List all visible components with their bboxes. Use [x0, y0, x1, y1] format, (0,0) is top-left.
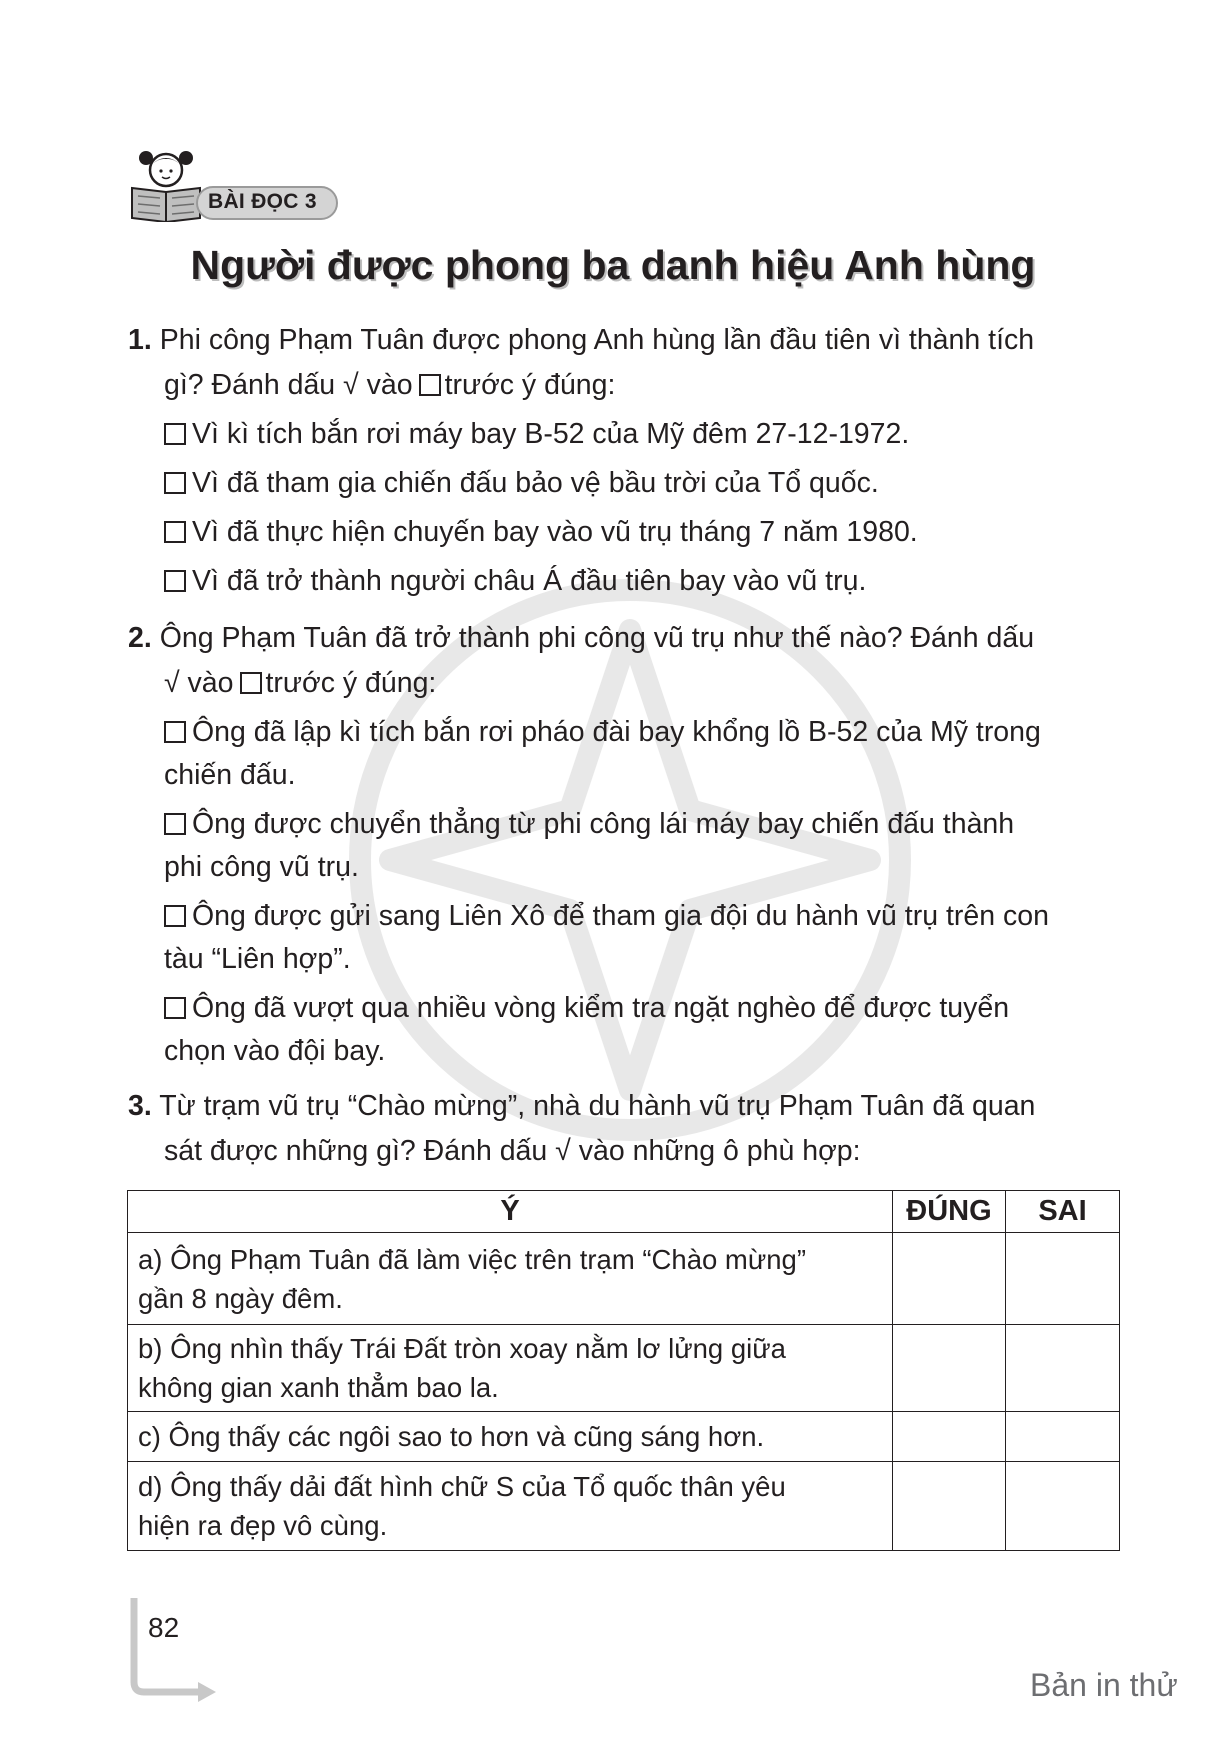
- statement-cell: [128, 1462, 893, 1551]
- q1-option-label: Vì đã thực hiện chuyến bay vào vũ trụ tháng 7 năm 1980.: [192, 516, 918, 548]
- q1-option[interactable]: [164, 412, 1119, 457]
- q2-option[interactable]: [164, 802, 1119, 890]
- q1-option[interactable]: [164, 510, 1119, 555]
- false-answer-cell[interactable]: [1006, 1462, 1120, 1551]
- q1-option-label: Vì kì tích bắn rơi máy bay B-52 của Mỹ đêm 27-12-1972.: [192, 418, 910, 450]
- statement-text: a) Ông Phạm Tuân đã làm việc trên trạm “Chào mừng”: [138, 1243, 806, 1275]
- table-row: [128, 1325, 1120, 1412]
- q2-option-checkbox[interactable]: [164, 997, 186, 1019]
- statement-text: d) Ông thấy dải đất hình chữ S của Tổ quốc thân yêu: [138, 1471, 786, 1502]
- q2-text: Ông Phạm Tuân đã trở thành phi công vũ trụ như thế nào? Đánh dấu: [159, 622, 1035, 654]
- q2-option-label-cont: chiến đấu.: [164, 759, 296, 791]
- q2-option[interactable]: [164, 710, 1119, 798]
- statement-cell: [128, 1325, 893, 1412]
- true-answer-cell[interactable]: [893, 1412, 1006, 1462]
- statement-text-cont: không gian xanh thẳm bao la.: [138, 1372, 499, 1403]
- q3-number: 3.: [128, 1090, 152, 1122]
- answer-table: [127, 1190, 1120, 1551]
- q2-prompt-line1: [128, 616, 1118, 661]
- q2-option-label: Ông được chuyển thẳng từ phi công lái máy bay chiến đấu thành: [192, 808, 1015, 840]
- q2-option-checkbox[interactable]: [164, 813, 186, 835]
- q3-prompt-line2: sát được những gì? Đánh dấu √ vào những ô phù hợp:: [164, 1135, 861, 1167]
- page-title: Người được phong ba danh hiệu Anh hùng: [190, 242, 1036, 288]
- table-header-row: [128, 1191, 1120, 1233]
- q2-option-label-cont: tàu “Liên hợp”.: [164, 943, 351, 975]
- q2-option-checkbox[interactable]: [164, 905, 186, 927]
- q2-number: 2.: [128, 622, 152, 654]
- false-answer-cell[interactable]: [1006, 1325, 1120, 1412]
- checkbox-icon: [240, 672, 262, 694]
- q1-text: Phi công Phạm Tuân được phong Anh hùng lần đầu tiên vì thành tích: [159, 324, 1035, 356]
- q2-instruction-b: trước ý đúng:: [265, 667, 437, 699]
- q1-option-checkbox[interactable]: [164, 472, 186, 494]
- false-answer-cell[interactable]: [1006, 1233, 1120, 1325]
- col-header-idea: Ý: [128, 1191, 893, 1233]
- statement-text: b) Ông nhìn thấy Trái Đất tròn xoay nằm lơ lửng giữa: [138, 1333, 786, 1364]
- q1-prompt-line2: [164, 363, 1119, 408]
- false-answer-cell[interactable]: [1006, 1412, 1120, 1462]
- q1-option[interactable]: [164, 461, 1119, 506]
- q1-instruction-b: trước ý đúng:: [444, 369, 616, 401]
- q2-option[interactable]: [164, 894, 1119, 982]
- q2-option-label-cont: chọn vào đội bay.: [164, 1035, 386, 1067]
- q1-instruction-a: gì? Đánh dấu √ vào: [164, 369, 413, 401]
- statement-cell: [128, 1412, 893, 1462]
- statement-text-cont: hiện ra đẹp vô cùng.: [138, 1510, 388, 1541]
- q2-option-checkbox[interactable]: [164, 721, 186, 743]
- checkbox-icon: [419, 374, 441, 396]
- true-answer-cell[interactable]: [893, 1325, 1006, 1412]
- q2-option[interactable]: [164, 986, 1119, 1074]
- q1-number: 1.: [128, 324, 152, 356]
- q3-prompt-line1: [128, 1084, 1118, 1129]
- statement-cell: [128, 1233, 893, 1325]
- col-header-true: ĐÚNG: [893, 1191, 1006, 1233]
- q2-option-label-cont: phi công vũ trụ.: [164, 851, 359, 883]
- q1-option-checkbox[interactable]: [164, 521, 186, 543]
- true-answer-cell[interactable]: [893, 1233, 1006, 1325]
- q3-text: Từ trạm vũ trụ “Chào mừng”, nhà du hành vũ trụ Phạm Tuân đã quan: [159, 1090, 1036, 1122]
- col-header-false: SAI: [1006, 1191, 1120, 1233]
- table-row: [128, 1412, 1120, 1462]
- q2-option-label: Ông được gửi sang Liên Xô để tham gia đội du hành vũ trụ trên con: [192, 900, 1049, 932]
- q1-prompt-line1: [128, 318, 1118, 363]
- page-number: 82: [148, 1612, 180, 1643]
- q1-option-checkbox[interactable]: [164, 570, 186, 592]
- statement-text-cont: gần 8 ngày đêm.: [138, 1282, 343, 1314]
- q2-instruction-a: √ vào: [164, 667, 234, 699]
- draft-print-mark: Bản in thử: [1030, 1667, 1178, 1703]
- lesson-badge-label: BÀI ĐỌC 3: [208, 190, 317, 213]
- q2-option-label: Ông đã vượt qua nhiều vòng kiểm tra ngặt nghèo để được tuyển: [192, 992, 1010, 1024]
- table-row: [128, 1233, 1120, 1325]
- statement-text: c) Ông thấy các ngôi sao to hơn và cũng sáng hơn.: [138, 1421, 765, 1452]
- q1-option-label: Vì đã trở thành người châu Á đầu tiên bay vào vũ trụ.: [192, 565, 867, 597]
- true-answer-cell[interactable]: [893, 1462, 1006, 1551]
- q1-option-label: Vì đã tham gia chiến đấu bảo vệ bầu trời của Tổ quốc.: [192, 467, 879, 499]
- q2-option-label: Ông đã lập kì tích bắn rơi pháo đài bay khổng lồ B-52 của Mỹ trong: [192, 716, 1041, 748]
- q1-option-checkbox[interactable]: [164, 423, 186, 445]
- table-row: [128, 1462, 1120, 1551]
- q1-option[interactable]: [164, 559, 1119, 604]
- q2-prompt-line2: [164, 661, 1119, 706]
